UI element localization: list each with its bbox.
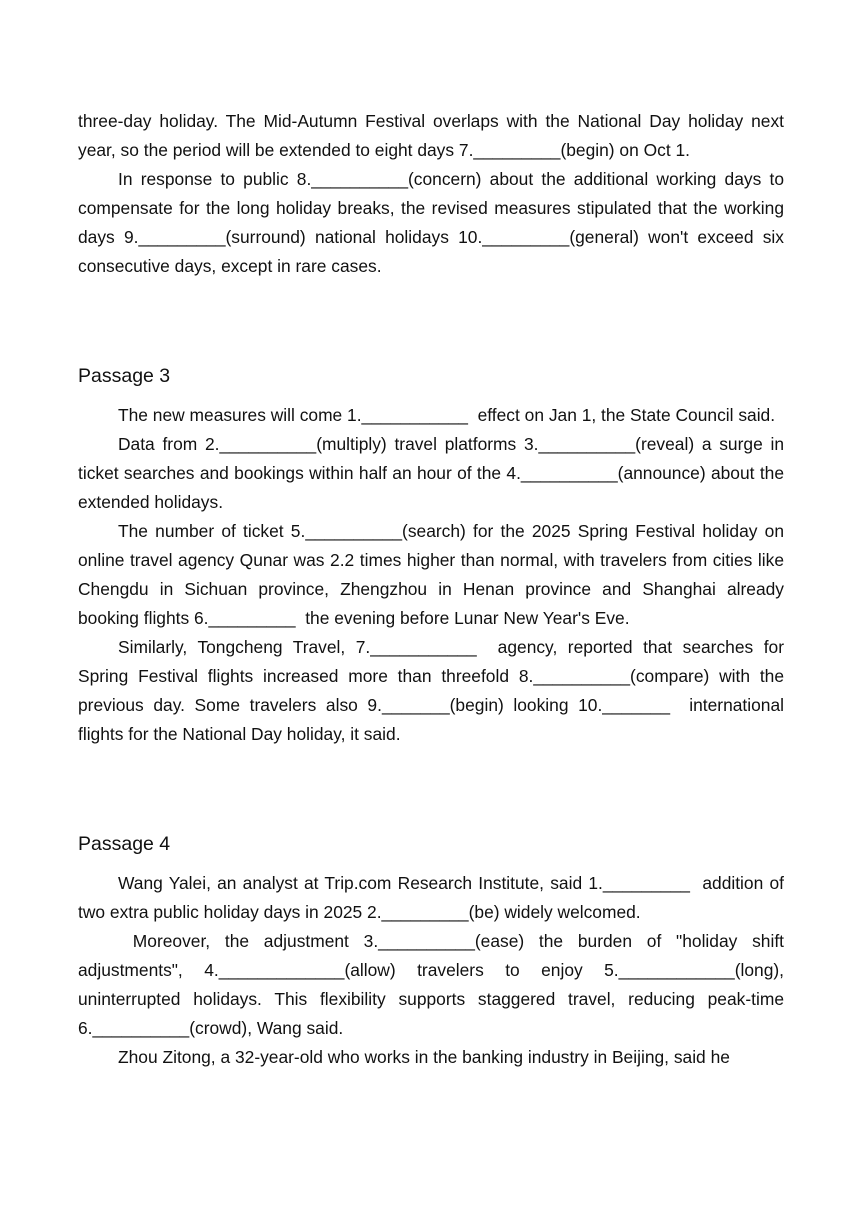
document-page <box>78 107 789 1072</box>
continuation-paragraph-1: three-day holiday. The Mid-Autumn Festival overlaps with the National Day holiday next year, so the period will be extended to eight days 7._________(begin) on Oct 1. <box>78 111 789 160</box>
continuation-paragraph-2: In response to public 8.__________(concern) about the additional working days to compensate for the long holiday breaks, the revised measures stipulated that the working days 9._________(surround) national holidays 10._________(general) won't exceed six consecutive days, except in rare cases. <box>78 169 789 276</box>
passage-3-paragraph-1: The new measures will come 1.___________ effect on Jan 1, the State Council said. <box>118 405 776 425</box>
passage-4-paragraph-2: Moreover, the adjustment 3.__________(ease) the burden of "holiday shift adjustments", 4._____________(allow) travelers to enjoy 5.____________(long), uninterrupted holidays. This flexibility supports staggered travel, reducing peak-time 6.__________(crowd), Wang said. <box>78 931 789 1038</box>
passage-4-paragraph-1: Wang Yalei, an analyst at Trip.com Research Institute, said 1._________ addition of two extra public holiday days in 2025 2._________(be) widely welcomed. <box>78 873 789 922</box>
passage-3-paragraph-2: Data from 2.__________(multiply) travel platforms 3.__________(reveal) a surge in ticket searches and bookings within half an hour of the 4.__________(announce) about the extended holidays. <box>78 434 789 512</box>
passage-4-paragraph-3: Zhou Zitong, a 32-year-old who works in the banking industry in Beijing, said he <box>118 1047 730 1067</box>
passage-3-paragraph-3: The number of ticket 5.__________(search) for the 2025 Spring Festival holiday on online travel agency Qunar was 2.2 times higher than normal, with travelers from cities like Chengdu in Sichuan province, Zhengzhou in Henan province and Shanghai already booking flights 6._________ the evening before Lunar New Year's Eve. <box>78 521 789 628</box>
passage-4-title: Passage 4 <box>78 833 171 855</box>
passage-3-title: Passage 3 <box>78 365 171 387</box>
passage-3-paragraph-4: Similarly, Tongcheng Travel, 7.___________ agency, reported that searches for Spring Festival flights increased more than threefold 8.__________(compare) with the previous day. Some travelers also 9._______(begin) looking 10._______ international flights for the National Day holiday, it said. <box>78 637 789 744</box>
